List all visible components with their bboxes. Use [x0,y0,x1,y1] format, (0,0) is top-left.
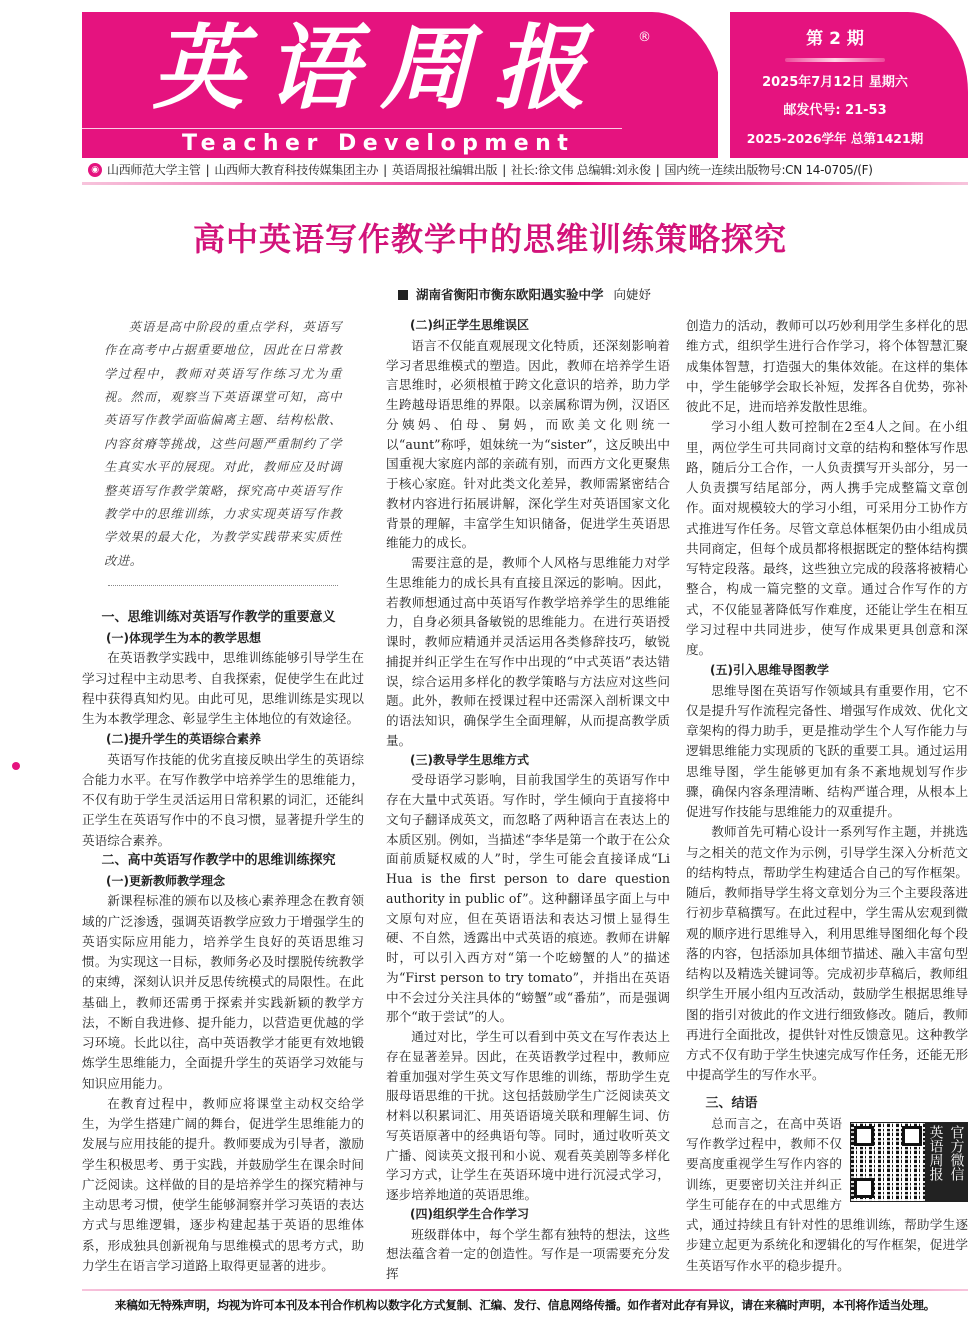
section-heading: 一、思维训练对英语写作教学的重要意义 [101,609,336,625]
paragraph: 语言不仅能直观展现文化特质，还深刻影响着学习者思维模式的塑造。因此，教师在培养学生语言思维时，必须根植于跨文化意识的培养，助力学生跨越母语思维的界限。以亲属称谓为例，汉语区分姨妈、伯母、舅妈，而欧美文化则统一以“aunt”称呼，姐妹统一为“sister”，这反映出中国重视大家庭内部的亲疏有别，而西方文化更聚焦于核心家庭。针对此类文化差异，教师需紧密结合教材内容进行拓展讲解，深化学生对英语国家文化背景的理解，丰富学生知识储备，促进学生英语思维能力的成长。 [386,337,670,551]
subsection-heading: (一)更新教师教学理念 [106,874,225,889]
section-gap [686,1086,968,1094]
paragraph: 通过对比，学生可以看到中英文在写作表达上存在显著差异。因此，在英语教学过程中，教师应着重加强对学生英文写作思维的训练，帮助学生克服母语思维的干扰。这包括鼓励学生广泛阅读英文材料以积累词汇、用英语语境关联和理解生词、仿写英语原著中的经典语句等。同时，通过收听英文广播、阅读英文报刊和小说、观看英美剧等多样化学习方式，让学生在英语环境中进行沉浸式学习，逐步培养地道的英语思维。 [386,1029,670,1202]
author-school: 湖南省衡阳市衡东欧阳遇实验中学 [416,287,604,302]
publisher-info-item: 国内统一连续出版物号:CN 14-0705/(F) [664,163,873,177]
section-heading: 三、结语 [705,1095,758,1111]
separator: | [205,163,210,177]
paragraph: 学习小组人数可控制在2至4人之间。在小组里，两位学生可共同商讨文章的结构和整体写作思路，随后分工合作，一人负责撰写开头部分，另一人负责撰写结尾部分，两人携手完成整篇文章创作。面对规模较大的学习小组，可采用分工协作方式推进写作任务。尽管文章总体框架仍由小组成员共同商定，但每个成员都将根据既定的整体结构撰写特定段落。最终，这些独立完成的段落将被精心整合，构成一篇完整的文章。通过合作写作的方式，不仅能显著降低写作难度，还能让学生在相互学习过程中共同进步，使写作成果更具创意和深度。 [686,419,968,657]
subsection-heading: (二)纠正学生思维误区 [410,318,529,332]
separator: | [655,163,660,177]
postal-code: 邮发代号: 21-53 [783,103,887,118]
paragraph: 思维导图在英语写作领域具有重要作用，它不仅是提升写作流程完备性、增强写作成效、优化文章架构的得力助手，更是推动学生个人写作能力与逻辑思维能力实现质的飞跃的重要工具。通过运用思维导图，学生能够更加有条不紊地规划写作步骤，确保内容条理清晰、结构严谨合理，从根本上促进写作技能与思维能力的双重提升。 [686,682,968,819]
publisher-logo-icon: ◉ [88,163,102,177]
edition-subtitle: Teacher Development [182,131,575,156]
subsection-heading: (五)引入思维导图教学 [710,663,829,678]
publisher-info-item: 山西师大教育科技传媒集团主办 [214,163,379,177]
publisher-info-bar [88,162,873,178]
qr-label [925,1123,967,1201]
header-divider [82,182,968,185]
school-year: 2025-2026学年 总第1421期 [746,131,924,146]
square-bullet-icon [398,290,408,300]
qr-code-icon [851,1123,925,1201]
paragraph: 需要注意的是，教师个人风格与思维能力对学生思维能力的成长具有直接且深远的影响。因此，若教师想通过高中英语写作教学培养学生的思维能力，自身必须具备敏锐的思维能力。在进行英语授课时，教师应精通并灵活运用各类修辞技巧，敏锐捕捉并纠正学生在写作中出现的“中式英语”表达错误，综合运用多样化的教学策略与方法应对这些问题。此外，教师在授课过程中还需深入剖析课文中的语法知识，确保学生全面理解，从而提高教学质量。 [386,555,670,748]
article-byline [398,286,651,304]
article-column-1 [82,316,364,1276]
abstract-divider [108,585,338,586]
paragraph: 班级群体中，每个学生都有独特的想法，这些想法蕴含着一定的创造性。写作是一项需要充分发挥 [386,1226,670,1281]
paragraph: 总而言之，在高中英语写作教学过程中，教师不仅要高度重视学生写作内容的训练，更要密切关注并纠正学生可能存在的中式思维方式，通过持续且有针对性的思维训练，帮助学生逐步建立起更为系统化和逻辑化的写作框架，促进学生英语写作水平的稳步提升。 [686,1115,968,1273]
article-abstract: 英语是高中阶段的重点学科，英语写作在高考中占据重要地位，因此在日常教学过程中，教师对英语写作练习尤为重视。然而，观察当下英语课堂可知，高中英语写作教学面临偏离主题、结构松散、内容贫瘠等挑战，这些问题严重制约了学生真实水平的展现。对此，教师应及时调整英语写作教学策略，探究高中英语写作教学中的思维训练，力求实现英语写作教学效果的最大化，为教学实践带来实质性改进。 [104,320,342,568]
subsection-heading: (一)体现学生为本的教学思想 [106,631,261,646]
article-column-3 [686,316,968,1276]
masthead-rule [82,128,622,129]
publisher-info-item: 英语周报社编辑出版 [391,163,498,177]
article-column-2 [386,316,670,1284]
separator: | [383,163,387,177]
qr-label-left: 英语周报 [927,1124,944,1181]
newspaper-logo: 英语周报 [152,14,609,122]
paragraph: 在教育过程中，教师应将课堂主动权交给学生，为学生搭建广阔的舞台，促进学生思维能力的发展与应用技能的提升。教师要成为引导者，激励学生积极思考、勇于实践，并鼓励学生在课余时间广泛阅读。这样做的目的是培养学生的探究精神与主动思考习惯，使学生能够洞察并学习英语的表达方式与思维逻辑，逐步构建起基于英语的思维体系，形成独具创新视角与思维模式的思考方式，助力学生在语言学习道路上取得更显著的进步。 [82,1095,364,1273]
registered-mark: ® [638,30,651,45]
masthead [82,12,968,158]
footer-divider [82,1289,968,1291]
publisher-info-item: 社长:徐文伟 总编辑:刘永俊 [510,163,651,177]
article-headline: 高中英语写作教学中的思维训练策略探究 [192,220,787,258]
paragraph: 创造力的活动，教师可以巧妙利用学生多样化的思维方式，组织学生进行合作学习，将个体智慧汇聚成集体智慧，打造强大的集体效能。在这样的集体中，学生能够学会取长补短，发挥各自优势，弥补彼此不足，进而培养发散性思维。 [686,318,968,414]
issue-number: 第 2 期 [806,29,864,49]
subsection-heading: (二)提升学生的英语综合素养 [106,732,261,747]
paragraph: 英语写作技能的优劣直接反映出学生的英语综合能力水平。在写作教学中培养学生的思维能力，不仅有助于学生灵活运用日常积累的词汇，还能纠正学生在英语写作中的不良习惯，显著提升学生的英语综合素养。 [82,751,364,848]
paragraph: 受母语学习影响，目前我国学生的英语写作中存在大量中式英语。写作时，学生倾向于直接将中文句子翻译成英文，而忽略了两种语言在表达上的本质区别。例如，当描述“李华是第一个敢于在公众面前质疑权威的人”时，学生可能会直接译成“Li Hua is the first person to dare question authority in public of”。这种翻译虽字面上与中文原句对应，但在英语语法和表达习惯上显得生硬、不自然，透露出中式英语的痕迹。教师在讲解时，可以引入西方对“第一个吃螃蟹的人”的描述为“First person to try tomato”，并指出在英语中不会过分关注具体的“螃蟹”或“番茄”，而是强调那个“敢于尝试”的人。 [386,772,670,1025]
section-heading: 二、高中英语写作教学中的思维训练探究 [101,852,336,868]
author-name: 向婕妤 [613,287,652,302]
qr-label-right: 官方微信 [948,1124,965,1181]
publisher-info-item: 山西师范大学主管 [107,163,201,177]
wechat-qr-code [850,1122,968,1202]
issue-divider [785,58,885,62]
masthead-divider [718,12,730,158]
separator: | [502,163,506,177]
margin-dot-icon [12,762,20,770]
issue-date: 2025年7月12日 星期六 [762,75,908,90]
copyright-notice: 来稿如无特殊声明，均视为许可本刊及本刊合作机构以数字化方式复制、汇编、发行、信息网络传播。如作者对此存有异议，请在来稿时声明，本刊将作适当处理。 [114,1298,936,1312]
subsection-heading: (三)教导学生思维方式 [410,752,529,767]
paragraph: 教师首先可精心设计一系列写作主题，并挑选与之相关的范文作为示例，引导学生深入分析范文的结构特点，帮助学生构建适合自己的写作框架。随后，教师指导学生将文章划分为三个主要段落进行初步草稿撰写。在此过程中，学生需从宏观到微观的顺序进行思维导入，利用思维导图细化每个段落的内容，包括添加具体细节描述、融入丰富句型结构以及精选关键词等。完成初步草稿后，教师组织学生开展小组内互改活动，鼓励学生根据思维导图的指引对彼此的作文进行细致修改。随后，教师再进行全面批改，提供针对性反馈意见。这种教学方式不仅有助于学生快速完成写作任务，还能无形中提高学生的写作水平。 [686,824,968,1083]
issue-info [730,12,968,158]
subsection-heading: (四)组织学生合作学习 [410,1206,529,1221]
paragraph: 在英语教学实践中，思维训练能够引导学生在学习过程中主动思考、自我探索，促使学生在此过程中获得真知灼见。由此可见，思维训练是实现以生为本教学理念、彰显学生主体地位的有效途径。 [82,650,364,727]
paragraph: 新课程标准的颁布以及核心素养理念在教育领域的广泛渗透，强调英语教学应致力于增强学生的英语实际应用能力，培养学生良好的英语思维习惯。为实现这一目标，教师务必及时摆脱传统教学的束缚，深刻认识并反思传统模式的局限性。在此基础上，教师还需勇于探索并实践新颖的教学方法，不断自我进修、提升能力，以营造更优越的学习环境。长此以往，高中英语教学才能更有效地锻炼学生思维能力，全面提升学生的英语学习效能与知识应用能力。 [82,893,364,1091]
